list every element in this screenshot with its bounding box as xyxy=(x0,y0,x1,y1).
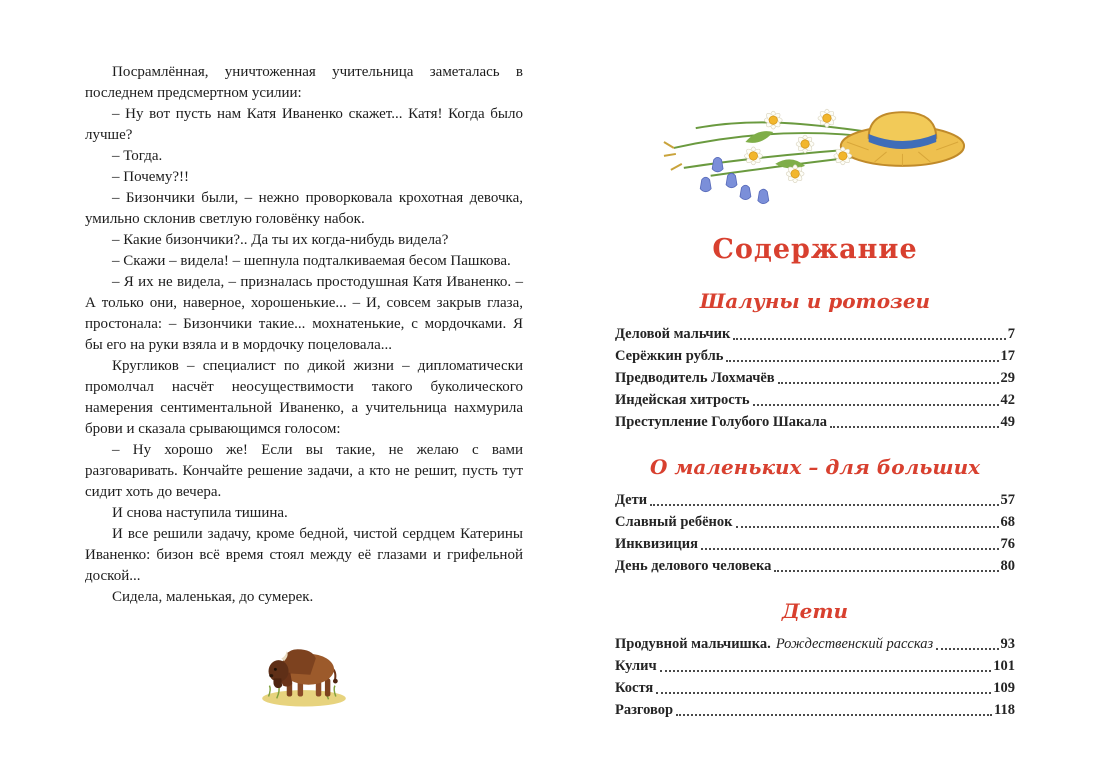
paragraph: – Ну вот пусть нам Катя Иваненко скажет... Катя! Когда было лучше? xyxy=(85,106,523,143)
paragraph: – Я их не видела, – призналась простодушная Катя Иваненко. – А только они, наверное, хорошенькие... – И, совсем закрыв глаза, простонала: – Бизончики такие... мохнатенькие, с мордочками. Я бы его на руки взяла и в мордочку поцеловала... xyxy=(85,274,523,353)
toc-entry xyxy=(615,348,1015,365)
paragraph: И снова наступила тишина. xyxy=(112,505,288,521)
left-page xyxy=(85,62,523,715)
toc-section-1 xyxy=(615,326,1015,431)
paragraph: Сидела, маленькая, до сумерек. xyxy=(112,589,314,605)
dot-leader xyxy=(650,504,998,506)
toc-entry xyxy=(615,392,1015,409)
toc-entry-title: Разговор xyxy=(615,702,674,718)
dot-leader xyxy=(733,338,1005,340)
dot-leader xyxy=(778,382,999,384)
bison-illustration xyxy=(85,634,523,715)
toc-entry-title: Индейская хитрость xyxy=(615,392,750,408)
toc-entry xyxy=(615,370,1015,387)
right-page xyxy=(615,76,1015,724)
toc-entry xyxy=(615,514,1015,531)
toc-entry xyxy=(615,702,1015,719)
toc-entry-title: Деловой мальчик xyxy=(615,326,731,342)
dot-leader xyxy=(656,692,991,694)
toc-page-number: 109 xyxy=(993,680,1015,696)
toc-page-number: 29 xyxy=(1000,370,1015,386)
story-text xyxy=(85,62,523,608)
dot-leader xyxy=(676,714,992,716)
dot-leader xyxy=(830,426,999,428)
toc-entry xyxy=(615,558,1015,575)
bouquet-hat-icon xyxy=(656,76,974,208)
paragraph: – Ну хорошо же! Если вы такие, не желаю с вами разговаривать. Кончайте решение задачи, а кто не решит, пусть тут сидит хоть до вечера. xyxy=(85,442,523,500)
toc-page-number: 80 xyxy=(1000,558,1015,574)
toc-entry-title: Кулич xyxy=(615,658,657,674)
toc-entry-title: Серёжкин рубль xyxy=(615,348,724,364)
toc-section-3 xyxy=(615,636,1015,719)
dot-leader xyxy=(726,360,998,362)
dot-leader xyxy=(701,548,999,550)
dot-leader xyxy=(774,570,998,572)
paragraph: – Тогда. xyxy=(112,148,163,164)
toc-entry-title: Костя xyxy=(615,680,654,696)
section-heading: Дети xyxy=(781,599,849,623)
toc-entry xyxy=(615,636,1015,653)
toc-entry xyxy=(615,414,1015,431)
toc-entry-title: День делового человека xyxy=(615,558,772,574)
paragraph: – Скажи – видела! – шепнула подталкиваемая бесом Пашкова. xyxy=(112,253,511,269)
toc-page-number: 93 xyxy=(1000,636,1015,652)
toc-title: Содержание xyxy=(712,234,918,265)
paragraph: И все решили задачу, кроме бедной, чистой сердцем Катерины Иваненко: бизон всё время стоял между её глазами и грифельной доской... xyxy=(85,526,523,584)
toc-entry xyxy=(615,326,1015,343)
toc-entry-title: Инквизиция xyxy=(615,536,698,552)
dot-leader xyxy=(736,526,999,528)
toc-page-number: 7 xyxy=(1007,326,1015,342)
toc-entry-title: Славный ребёнок xyxy=(615,514,733,530)
toc-entry-title: Преступление Голубого Шакала xyxy=(615,414,827,430)
toc-entry xyxy=(615,680,1015,697)
paragraph: – Бизончики были, – нежно проворковала крохотная девочка, умильно склонив светлую головёнку набок. xyxy=(85,190,523,227)
toc-page-number: 101 xyxy=(993,658,1015,674)
paragraph: Кругликов – специалист по дикой жизни – дипломатически промолчал насчёт неосуществимости такого буколического намерения сентиментальной Иваненко, а учительница нахмурила брови и сказала срывающимся голосом: xyxy=(85,358,523,437)
toc-entry-subtitle: Рождественский рассказ xyxy=(775,636,934,652)
paragraph: – Почему?!! xyxy=(112,169,190,185)
paragraph: Посрамлённая, уничтоженная учительница заметалась в последнем предсмертном усилии: xyxy=(85,64,523,101)
toc-page-number: 76 xyxy=(1000,536,1015,552)
section-heading: Шалуны и ротозеи xyxy=(699,289,931,313)
toc-page-number: 68 xyxy=(1000,514,1015,530)
toc-entry xyxy=(615,658,1015,675)
bison-icon xyxy=(254,634,354,710)
dot-leader xyxy=(753,404,999,406)
toc-page-number: 49 xyxy=(1000,414,1015,430)
toc-section-2 xyxy=(615,492,1015,575)
section-heading: О маленьких – для больших xyxy=(649,455,981,479)
bouquet-hat-illustration xyxy=(615,76,1015,208)
toc-page-number: 57 xyxy=(1000,492,1015,508)
toc-page-number: 118 xyxy=(994,702,1015,718)
toc-entry xyxy=(615,492,1015,509)
dot-leader xyxy=(660,670,992,672)
paragraph: – Какие бизончики?.. Да ты их когда-нибудь видела? xyxy=(112,232,449,248)
toc-entry-title: Продувной мальчишка. xyxy=(615,636,771,652)
toc-entry-title: Дети xyxy=(615,492,648,508)
toc-page-number: 17 xyxy=(1000,348,1015,364)
toc-page-number: 42 xyxy=(1000,392,1015,408)
toc-entry-title: Предводитель Лохмачёв xyxy=(615,370,775,386)
toc-entry xyxy=(615,536,1015,553)
dot-leader xyxy=(936,648,998,650)
